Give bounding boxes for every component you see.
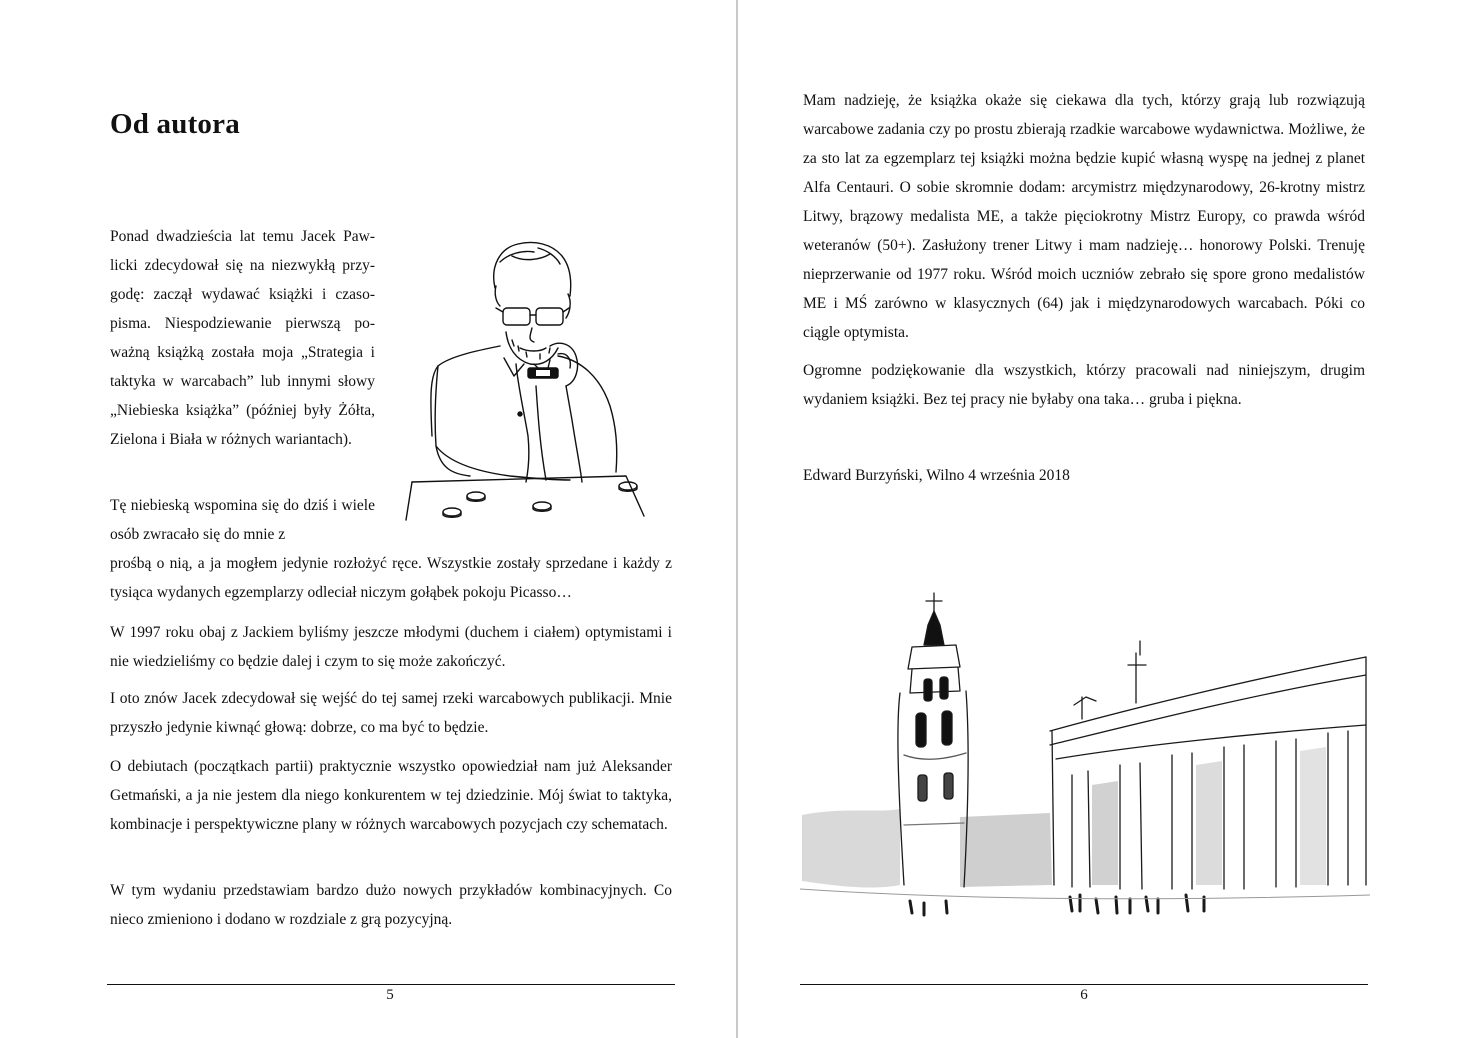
footer-rule-right — [800, 984, 1368, 985]
paragraph-1-right: Mam nadzieję, że książka okaże się ciekawa dla tych, którzy grają lub rozwiązują warcabowe zadania czy po prostu zbierają rzadkie warcabowe wydawnictwa. Możliwe, że za sto lat za egzemplarz tej książki można będzie kupić własną wyspę na jednej z planet Alfa Centauri. O sobie skromnie dodam: arcymistrz międzynarodowy, 26-krotny mistrz Litwy, brązowy medalista ME, a także pięciokrotny Mistrz Europy, co prawda wśród weteranów (50+). Zasłużony trener Litwy i mam nadzieję… honorowy Polski. Trenuję nieprzerwanie od 1977 roku. Wśród moich uczniów zebrało się spore grono medalistów ME i MŚ zarówno w klasycznych (64) jak i międzynarodowych warcabach. Póki co ciągle optymista. — [803, 92, 1365, 341]
paragraph-5: O debiutach (początkach partii) praktycznie wszystko opowiedział nam już Aleksander Getmański, a ja nie jestem dla niego konkurentem w tej dziedzinie. Mój świat to taktyka, kombinacje i perspektywiczne plany w różnych warcabowych pozycjach czy schematach. — [110, 758, 672, 833]
paragraph-4: I oto znów Jacek zdecydował się wejść do tej samej rzeki warcabowych publikacji. Mnie przyszło jedynie kiwnąć głową: dobrze, co ma być to będzie. — [110, 690, 672, 736]
footer-rule-left — [107, 984, 675, 985]
paragraph-2-right: Ogromne podziękowanie dla wszystkich, którzy pracowali nad niniejszym, drugim wydaniem książki. Bez tej pracy nie byłaby ona taka… gruba i piękna. — [803, 362, 1365, 408]
signature: Edward Burzyński, Wilno 4 września 2018 — [803, 467, 1070, 484]
page-number-right: 6 — [1080, 987, 1088, 1003]
page-number-left: 5 — [386, 987, 394, 1003]
chapter-title: Od autora — [110, 108, 240, 140]
paragraph-6: W tym wydaniu przedstawiam bardzo dużo nowych przykładów kombinacyjnych. Co nieco zmieniono i dodano w rozdziale z grą pozycyjną. — [110, 882, 672, 928]
paragraph-2-continued: prośbą o nią, a ja mogłem jedynie rozłożyć ręce. Wszystkie zostały sprzedane i każdy z tysiąca wydanych egzemplarzy odleciał niczym gołąbek pokoju Picasso… — [110, 555, 672, 601]
paragraph-1: Ponad dwadzieścia lat temu Jacek Pawlicki zdecydował się na niezwykłą przygodę: zaczął wydawać książki i czasopisma. Niespodziewanie pierwszą poważną książką została moja „Strategia i taktyka w warcabach” lub innymi słowy „Niebieska książka” (później były Żółta, Zielona i Biała w różnych wariantach). — [110, 228, 375, 448]
cathedral-sketch-illustration — [800, 585, 1370, 925]
paragraph-3: W 1997 roku obaj z Jackiem byliśmy jeszcze młodymi (duchem i ciałem) optymistami i nie wiedzieliśmy co będzie dalej i czym to się może zakończyć. — [110, 624, 672, 670]
paragraph-2-wrapped: Tę niebieską wspomina się do dziś i wiele osób zwracało się do mnie z — [110, 497, 375, 543]
author-sketch-illustration — [400, 236, 670, 526]
